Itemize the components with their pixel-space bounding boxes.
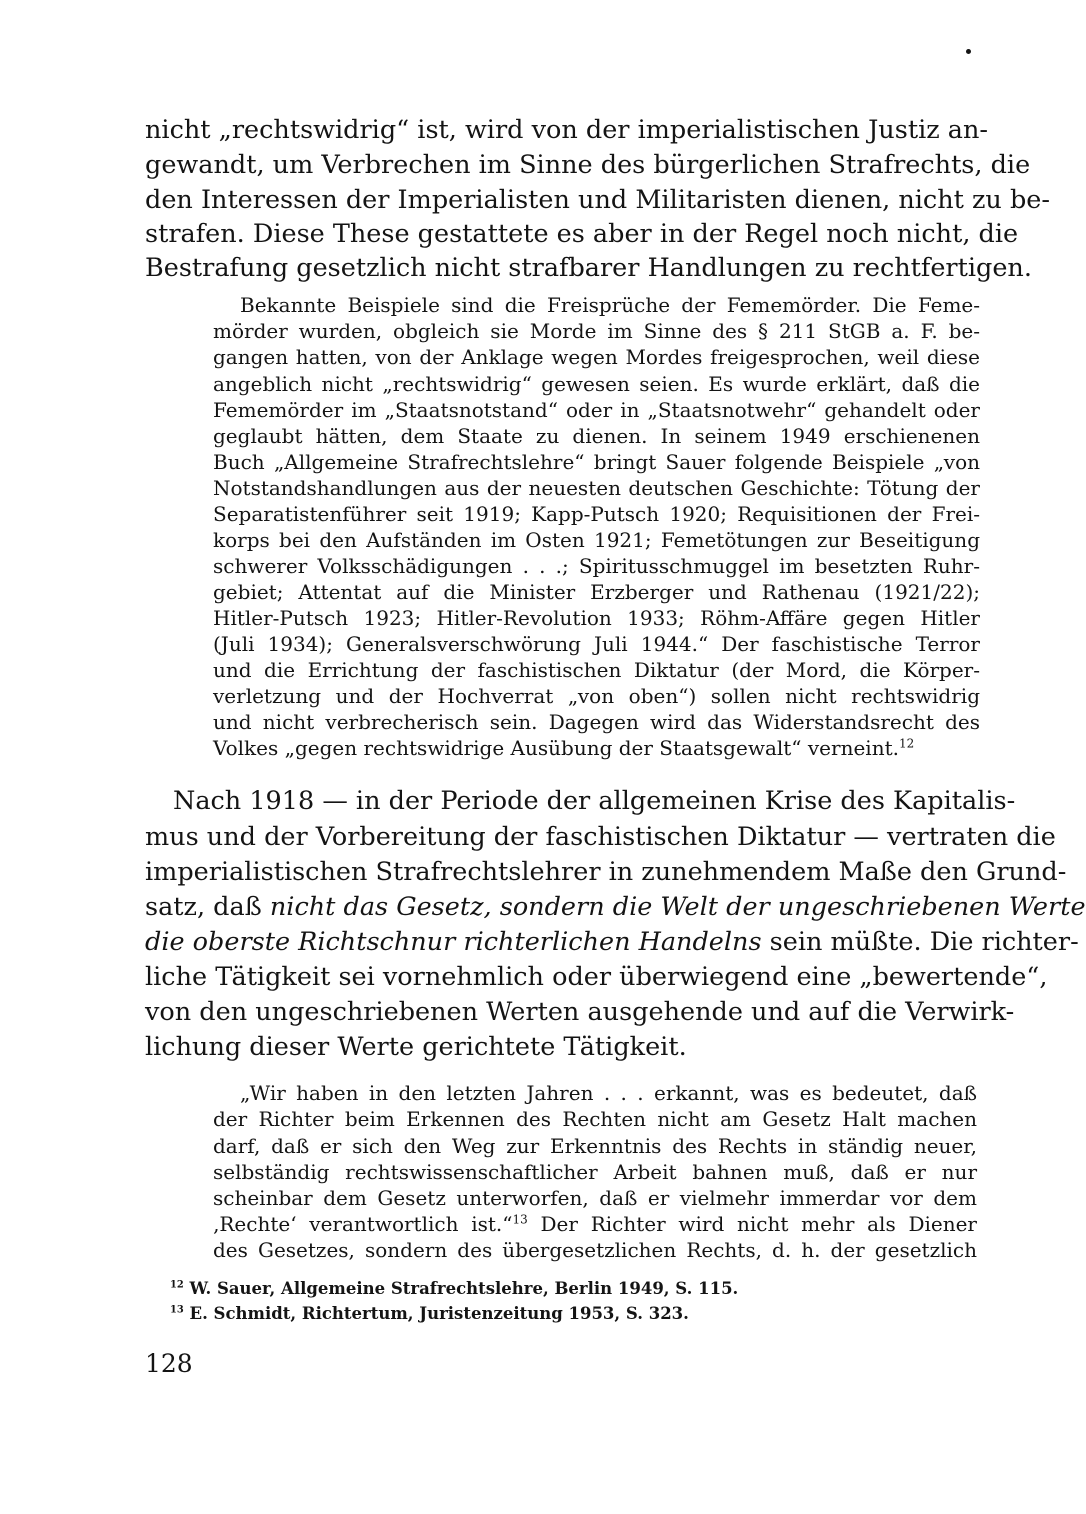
paragraph-line: den Interessen der Imperialisten und Militaristen dienen, nicht zu be- bbox=[145, 185, 1050, 215]
footnote-ref-13: 13 bbox=[512, 1212, 528, 1227]
footnote-number: 13 bbox=[170, 1304, 184, 1316]
note-line: geglaubt hätten, dem Staate zu dienen. In seinem 1949 erschienenen bbox=[213, 424, 980, 448]
note-last-line bbox=[213, 738, 914, 758]
note-line: Fememörder im „Staatsnotstand“ oder in „Staatsnotwehr“ gehandelt oder bbox=[213, 398, 980, 422]
paragraph-line bbox=[145, 927, 1079, 957]
note-line: (Juli 1934); Generalsverschwörung Juli 1944.“ Der faschistische Terror bbox=[213, 632, 980, 656]
note-line: Buch „Allgemeine Strafrechtslehre“ bringt Sauer folgende Beispiele „von bbox=[213, 450, 980, 474]
footnote-number: 12 bbox=[170, 1279, 184, 1291]
paragraph-line: imperialistischen Strafrechtslehrer in zunehmendem Maße den Grund- bbox=[145, 857, 1067, 887]
emphasis-text: nicht das Gesetz, sondern die Welt der ungeschriebenen Werte bbox=[269, 892, 1086, 922]
print-speck bbox=[966, 49, 971, 54]
paragraph-line: mus und der Vorbereitung der faschistischen Diktatur — vertraten die bbox=[145, 822, 1056, 852]
paragraph-line: Bestrafung gesetzlich nicht strafbarer Handlungen zu rechtfertigen. bbox=[145, 253, 1032, 283]
quote-line: der Richter beim Erkennen des Rechten nicht am Gesetz Halt machen bbox=[213, 1107, 977, 1131]
note-line: korps bei den Aufständen im Osten 1921; Femetötungen zur Beseitigung bbox=[213, 528, 980, 552]
note-line: schwerer Volksschädigungen . . .; Spiritusschmuggel im besetzten Ruhr- bbox=[213, 554, 980, 578]
paragraph-line bbox=[145, 892, 1086, 922]
quote-text: ‚Rechte‘ verantwortlich ist.“ bbox=[213, 1212, 513, 1236]
note-line: mörder wurden, obgleich sie Morde im Sinne des § 211 StGB a. F. be- bbox=[213, 319, 980, 343]
note-line: Hitler-Putsch 1923; Hitler-Revolution 1933; Röhm-Affäre gegen Hitler bbox=[213, 606, 980, 630]
paragraph-line: lichung dieser Werte gerichtete Tätigkeit. bbox=[145, 1032, 687, 1062]
paragraph-line: von den ungeschriebenen Werten ausgehende und auf die Verwirk- bbox=[145, 997, 1015, 1027]
footnote-ref-12: 12 bbox=[898, 736, 915, 751]
footnote-text: E. Schmidt, Richtertum, Juristenzeitung 1953, S. 323. bbox=[183, 1304, 689, 1323]
note-text: Volkes „gegen rechtswidrige Ausübung der Staatsgewalt“ verneint. bbox=[213, 736, 899, 760]
note-line: angeblich nicht „rechtswidrig“ gewesen seien. Es wurde erklärt, daß die bbox=[213, 372, 980, 396]
paragraph-line: nicht „rechtswidrig“ ist, wird von der imperialistischen Justiz an- bbox=[145, 115, 989, 145]
note-line: gangen hatten, von der Anklage wegen Mordes freigesprochen, weil diese bbox=[213, 345, 980, 369]
note-line: gebiet; Attentat auf die Minister Erzberger und Rathenau (1921/22); bbox=[213, 580, 980, 604]
paragraph-line: strafen. Diese These gestattete es aber in der Regel noch nicht, die bbox=[145, 219, 1019, 249]
footnote-13 bbox=[170, 1306, 689, 1323]
note-line: Bekannte Beispiele sind die Freisprüche der Fememörder. Die Feme- bbox=[240, 293, 980, 317]
note-line: Notstandshandlungen aus der neuesten deutschen Geschichte: Tötung der bbox=[213, 476, 980, 500]
quote-line: selbständig rechtswissenschaftlicher Arbeit bahnen muß, daß er nur bbox=[213, 1160, 977, 1184]
footnote-text: W. Sauer, Allgemeine Strafrechtslehre, Berlin 1949, S. 115. bbox=[183, 1279, 739, 1298]
quote-line: „Wir haben in den letzten Jahren . . . erkannt, was es bedeutet, daß bbox=[240, 1081, 977, 1105]
quote-text: Der Richter wird nicht mehr als Diener bbox=[527, 1212, 977, 1236]
paragraph-line: gewandt, um Verbrechen im Sinne des bürgerlichen Strafrechts, die bbox=[145, 150, 1031, 180]
paragraph-line: liche Tätigkeit sei vornehmlich oder überwiegend eine „bewertende“, bbox=[145, 962, 1048, 992]
note-line: und nicht verbrecherisch sein. Dagegen wird das Widerstandsrecht des bbox=[213, 710, 980, 734]
paragraph-line: Nach 1918 — in der Periode der allgemeinen Krise des Kapitalis- bbox=[173, 786, 1016, 816]
note-line: verletzung und der Hochverrat „von oben“) sollen nicht rechtswidrig bbox=[213, 684, 980, 708]
quote-line: des Gesetzes, sondern des übergesetzlichen Rechts, d. h. der gesetzlich bbox=[213, 1238, 977, 1262]
note-line: und die Errichtung der faschistischen Diktatur (der Mord, die Körper- bbox=[213, 658, 980, 682]
note-line: Separatistenführer seit 1919; Kapp-Putsch 1920; Requisitionen der Frei- bbox=[213, 502, 980, 526]
page-number: 128 bbox=[145, 1349, 193, 1378]
paragraph-text: sein müßte. Die richter- bbox=[761, 927, 1079, 957]
quote-line bbox=[213, 1214, 977, 1234]
footnote-12 bbox=[170, 1281, 738, 1298]
quote-line: darf, daß er sich den Weg zur Erkenntnis des Rechts in ständig neuer, bbox=[213, 1134, 977, 1158]
emphasis-text: die oberste Richtschnur richterlichen Handelns bbox=[145, 927, 762, 957]
paragraph-text: satz, daß bbox=[145, 892, 270, 922]
quote-line: scheinbar dem Gesetz unterworfen, daß er vielmehr immerdar vor dem bbox=[213, 1186, 977, 1210]
